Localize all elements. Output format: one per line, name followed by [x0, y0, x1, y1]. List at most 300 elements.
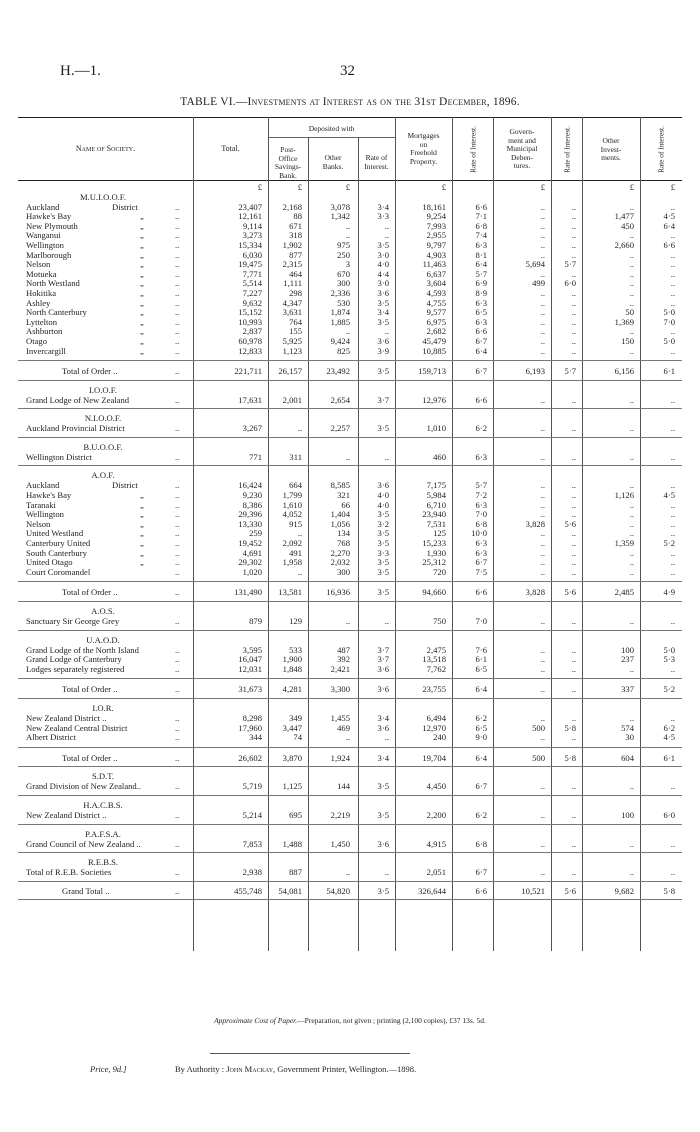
cell-value: 7·0: [475, 509, 487, 520]
cell-value: 9,254: [426, 211, 446, 222]
cell-value: 6,156: [614, 366, 634, 377]
cell-value: 533: [289, 644, 302, 655]
cell-value: 13,330: [238, 518, 262, 529]
society-name: Grand Lodge of Canterbury: [26, 654, 122, 665]
cell-value: 3·5: [377, 809, 389, 820]
order-title: A.O.S.: [91, 606, 115, 616]
cell-value: 6,637: [426, 268, 446, 279]
cell-value: ..: [629, 287, 634, 298]
cell-value: 3·5: [377, 316, 389, 327]
cell-value: 1,924: [330, 752, 350, 763]
cell-value: 1,010: [426, 423, 446, 434]
cell-value: 455,748: [234, 885, 262, 896]
cell-value: ..: [670, 201, 675, 212]
cell-value: ..: [571, 712, 576, 723]
cell-value: 2,475: [426, 644, 446, 655]
table-row: [0, 326, 700, 336]
cell-value: 298: [289, 287, 302, 298]
cell-value: ..: [571, 781, 576, 792]
cell-value: 6·7: [475, 781, 487, 792]
cell-value: 5·8: [663, 885, 675, 896]
cell-value: 6,193: [525, 366, 545, 377]
cell-value: ..: [384, 732, 389, 743]
cost-footnote: [0, 1016, 700, 1025]
cell-value: 670: [337, 268, 350, 279]
cell-value: 975: [337, 239, 350, 250]
total-row: [0, 366, 700, 376]
cell-value: 3·5: [377, 509, 389, 520]
cell-value: ..: [384, 451, 389, 462]
cell-value: ..: [571, 684, 576, 695]
leader-dots: ..: [175, 547, 180, 558]
cell-value: 4·5: [663, 490, 675, 501]
society-qualifier: „: [140, 345, 144, 356]
table-row: [0, 548, 700, 558]
cell-value: ..: [540, 211, 545, 222]
cell-value: 4·4: [377, 268, 389, 279]
cell-value: 2,270: [330, 547, 350, 558]
cell-value: ..: [571, 499, 576, 510]
cell-value: 6·3: [475, 499, 487, 510]
cell-value: 300: [337, 566, 350, 577]
society-name: Grand Lodge of the North Island: [26, 644, 139, 655]
col-total: Total.: [221, 144, 240, 153]
cell-value: 8·1: [475, 249, 487, 260]
cell-value: 825: [337, 345, 350, 356]
order-title: I.O.O.F.: [89, 384, 117, 395]
table-row: [0, 336, 700, 346]
leader-dots: ..: [175, 451, 180, 462]
society-qualifier: District: [112, 201, 138, 212]
cell-value: 17,631: [238, 394, 262, 405]
leader-dots: ..: [175, 268, 180, 279]
cell-value: ..: [670, 287, 675, 298]
col-other-banks: Other Banks.: [322, 153, 344, 171]
table-row: [0, 723, 700, 733]
cell-value: ..: [571, 616, 576, 626]
cell-value: 29,302: [238, 557, 262, 568]
society-name: Hawke's Bay: [26, 211, 72, 222]
cell-value: 3·5: [377, 781, 389, 792]
society-name: North Canterbury: [26, 307, 87, 318]
cell-value: ..: [670, 528, 675, 539]
total-label: Total of Order ..: [62, 684, 118, 695]
society-name: Taranaki: [26, 499, 56, 510]
table-row: [0, 500, 700, 510]
cell-value: 3·5: [377, 557, 389, 568]
cell-value: 2,315: [282, 259, 302, 270]
page-number: 32: [340, 63, 355, 79]
cell-value: 771: [249, 451, 262, 462]
col-deposited-with: Deposited with: [308, 124, 355, 133]
cell-value: ..: [540, 394, 545, 405]
leader-dots: ..: [175, 566, 180, 577]
society-name: Marlborough: [26, 249, 72, 260]
cell-value: ..: [571, 644, 576, 655]
table-row: [0, 557, 700, 567]
cell-value: 6·5: [475, 663, 487, 674]
cell-value: ..: [384, 867, 389, 878]
society-name: Ashburton: [26, 326, 63, 337]
society-qualifier: „: [140, 230, 144, 241]
cell-value: ..: [571, 326, 576, 337]
cell-value: 300: [337, 278, 350, 289]
society-qualifier: „: [140, 278, 144, 289]
cell-value: 12,833: [238, 345, 262, 356]
cell-value: ..: [629, 230, 634, 241]
cell-value: 129: [289, 616, 302, 626]
cell-value: ..: [540, 345, 545, 356]
cell-value: 131,490: [234, 587, 262, 598]
cell-value: ..: [540, 326, 545, 337]
col-other-investments: Other Invest- ments.: [600, 136, 622, 162]
cell-value: 26,157: [278, 366, 302, 377]
cell-value: 5,925: [282, 335, 302, 346]
group-rule: [18, 437, 682, 438]
leader-dots: ..: [175, 249, 180, 260]
cell-value: ..: [297, 528, 302, 539]
cell-value: 879: [249, 616, 262, 626]
leader-dots: ..: [175, 538, 180, 549]
currency-symbol: £: [441, 182, 446, 192]
leader-dots: ..: [175, 423, 180, 434]
cell-value: ..: [540, 684, 545, 695]
cell-value: ..: [670, 616, 675, 626]
cell-value: ..: [297, 566, 302, 577]
cell-value: ..: [629, 326, 634, 337]
leader-dots: ..: [175, 259, 180, 270]
cell-value: 23,940: [422, 509, 446, 520]
cell-value: 19,475: [238, 259, 262, 270]
cell-value: 74: [293, 732, 302, 743]
society-qualifier: „: [140, 287, 144, 298]
cell-value: 25,312: [422, 557, 446, 568]
cell-value: ..: [571, 316, 576, 327]
cell-value: 7,227: [242, 287, 262, 298]
cell-value: 2,168: [282, 201, 302, 212]
table-row: [0, 732, 700, 742]
cell-value: 6·7: [475, 557, 487, 568]
cell-value: ..: [571, 654, 576, 665]
cell-value: 6·8: [475, 838, 487, 849]
cell-value: 2,032: [330, 557, 350, 568]
cell-value: 3·6: [377, 335, 389, 346]
cell-value: 695: [289, 809, 302, 820]
cell-value: 10,993: [238, 316, 262, 327]
cell-value: 7,993: [426, 220, 446, 231]
cell-value: 4,755: [426, 297, 446, 308]
cell-value: 2,682: [426, 326, 446, 337]
leader-dots: ..: [175, 663, 180, 674]
cell-value: 7·5: [475, 566, 487, 577]
cell-value: ..: [540, 297, 545, 308]
cell-value: 3·6: [377, 287, 389, 298]
cell-value: 5·7: [475, 268, 487, 279]
order-title: B.U.O.O.F.: [83, 441, 123, 452]
cell-value: 5·0: [663, 335, 675, 346]
cell-value: 6,710: [426, 499, 446, 510]
group-rule: [18, 408, 682, 409]
cell-value: 3·5: [377, 297, 389, 308]
total-row: [0, 684, 700, 694]
cell-value: 23,407: [238, 201, 262, 212]
cell-value: 30: [625, 732, 634, 743]
cell-value: 19,452: [238, 538, 262, 549]
society-qualifier: „: [140, 316, 144, 327]
cell-value: 3,828: [525, 587, 545, 598]
cell-value: ..: [629, 663, 634, 674]
cell-value: ..: [571, 307, 576, 318]
cell-value: ..: [571, 528, 576, 539]
cell-value: 1,342: [330, 211, 350, 222]
cell-value: ..: [629, 268, 634, 279]
table-row: [0, 645, 700, 655]
cell-value: 5·7: [564, 259, 576, 270]
cell-value: 134: [337, 528, 350, 539]
table-row: [0, 346, 700, 356]
table-row: [0, 528, 700, 538]
cell-value: 6·4: [475, 684, 487, 695]
total-label: Grand Total ..: [62, 885, 110, 896]
cell-value: 16,047: [238, 654, 262, 665]
total-rule: [18, 747, 682, 748]
table-body: [0, 182, 700, 900]
society-name: South Canterbury: [26, 547, 87, 558]
cell-value: 5·0: [663, 644, 675, 655]
cell-value: 60,978: [238, 335, 262, 346]
society-name: Motueka: [26, 268, 57, 279]
cell-value: ..: [629, 423, 634, 434]
cell-value: 6·2: [475, 712, 487, 723]
cell-value: 7·0: [475, 616, 487, 626]
cell-value: 392: [337, 654, 350, 665]
leader-dots: ..: [175, 616, 180, 626]
society-qualifier: „: [140, 220, 144, 231]
cell-value: ..: [670, 663, 675, 674]
cell-value: 2,257: [330, 423, 350, 434]
cell-value: 54,820: [326, 885, 350, 896]
society-name: Total of R.E.B. Societies: [26, 867, 112, 878]
cell-value: 1,610: [282, 499, 302, 510]
cell-value: 915: [289, 518, 302, 529]
cell-value: 250: [337, 249, 350, 260]
cell-value: 4·0: [377, 499, 389, 510]
society-name: Grand Division of New Zealand..: [26, 781, 142, 792]
cell-value: 1,020: [242, 566, 262, 577]
cell-value: 15,152: [238, 307, 262, 318]
cell-value: 3,300: [330, 684, 350, 695]
cell-value: ..: [384, 326, 389, 337]
society-qualifier: „: [140, 538, 144, 549]
cell-value: ..: [540, 335, 545, 346]
society-name: United Westland: [26, 528, 84, 539]
cell-value: ..: [670, 480, 675, 491]
title-prefix: TABLE VI.—: [180, 96, 248, 108]
leader-dots: ..: [175, 287, 180, 298]
society-name: Auckland Provincial District: [26, 423, 125, 434]
cell-value: 491: [289, 547, 302, 558]
leader-dots: ..: [175, 752, 180, 763]
cell-value: 1,488: [282, 838, 302, 849]
cell-value: 3·2: [377, 518, 389, 529]
cell-value: 3·5: [377, 566, 389, 577]
cell-value: 3,870: [282, 752, 302, 763]
cell-value: ..: [670, 326, 675, 337]
cell-value: 15,334: [238, 239, 262, 250]
society-qualifier: „: [140, 518, 144, 529]
col-post-office: Post- Office Savings- Bank.: [274, 145, 302, 180]
table-row: [0, 259, 700, 269]
leader-dots: ..: [175, 684, 180, 695]
cell-value: ..: [670, 423, 675, 434]
society-qualifier: „: [140, 557, 144, 568]
cell-value: 3,078: [330, 201, 350, 212]
col-rate-debentures: Rate of Interest.: [562, 126, 572, 173]
cell-value: 664: [289, 480, 302, 491]
cell-value: 29,396: [238, 509, 262, 520]
cell-value: 7·4: [475, 230, 487, 241]
society-name: Lodges separately registered: [26, 663, 125, 674]
cell-value: 5·6: [564, 587, 576, 598]
cell-value: 460: [433, 451, 446, 462]
cell-value: ..: [345, 451, 350, 462]
cell-value: ..: [670, 345, 675, 356]
cell-value: ..: [540, 644, 545, 655]
cell-value: ..: [629, 259, 634, 270]
society-name: New Zealand Central District: [26, 722, 128, 733]
leader-dots: ..: [175, 239, 180, 250]
cell-value: 16,936: [326, 587, 350, 598]
cell-value: 2,051: [426, 867, 446, 878]
cell-value: 9,577: [426, 307, 446, 318]
table-row: [0, 452, 700, 462]
table-row: [0, 616, 700, 626]
cell-value: 6·3: [475, 451, 487, 462]
cell-value: 6·3: [475, 538, 487, 549]
society-qualifier: District: [112, 480, 138, 491]
society-qualifier: „: [140, 528, 144, 539]
cell-value: ..: [670, 249, 675, 260]
cell-value: 5·7: [475, 480, 487, 491]
cell-value: 1,848: [282, 663, 302, 674]
society-name: North Westland: [26, 278, 80, 289]
society-qualifier: „: [140, 259, 144, 270]
cell-value: 3,604: [426, 278, 446, 289]
cell-value: 7,175: [426, 480, 446, 491]
society-qualifier: „: [140, 297, 144, 308]
cell-value: 3·5: [377, 587, 389, 598]
cell-value: 13,518: [422, 654, 446, 665]
cell-value: 7,853: [242, 838, 262, 849]
cell-value: 2,421: [330, 663, 350, 674]
total-label: Total of Order ..: [62, 752, 118, 763]
cell-value: 3,595: [242, 644, 262, 655]
header-reference: H.—1.: [60, 63, 101, 79]
cell-value: ..: [629, 451, 634, 462]
cell-value: 5·0: [663, 307, 675, 318]
cell-value: ..: [629, 528, 634, 539]
cell-value: 6·7: [475, 335, 487, 346]
cell-value: 6·6: [475, 201, 487, 212]
cell-value: 5·2: [663, 684, 675, 695]
table-row: [0, 288, 700, 298]
table-row: [0, 567, 700, 577]
cell-value: 2,485: [614, 587, 634, 598]
order-title: U.A.O.D.: [86, 634, 120, 645]
cell-value: 3,828: [525, 518, 545, 529]
cell-value: ..: [540, 287, 545, 298]
table-row: [0, 423, 700, 433]
society-name: Hawke's Bay: [26, 490, 72, 501]
leader-dots: ..: [175, 230, 180, 241]
table-row: [0, 519, 700, 529]
cell-value: 1,126: [614, 490, 634, 501]
cell-value: ..: [629, 509, 634, 520]
society-name: Sanctuary Sir George Grey: [26, 616, 120, 626]
cell-value: 764: [289, 316, 302, 327]
cell-value: 1,369: [614, 316, 634, 327]
cell-value: 2,837: [242, 326, 262, 337]
cell-value: ..: [540, 423, 545, 434]
table-row: [0, 810, 700, 820]
cell-value: 1,958: [282, 557, 302, 568]
cell-value: 13,581: [278, 587, 302, 598]
group-rule: [18, 601, 682, 602]
cell-value: ..: [540, 230, 545, 241]
cell-value: 318: [289, 230, 302, 241]
cell-value: 3·7: [377, 394, 389, 405]
cell-value: 23,755: [422, 684, 446, 695]
cell-value: 6·2: [475, 809, 487, 820]
leader-dots: ..: [175, 528, 180, 539]
cell-value: 4,593: [426, 287, 446, 298]
group-rule: [18, 380, 682, 381]
cell-value: 3·4: [377, 752, 389, 763]
cell-value: ..: [571, 451, 576, 462]
cell-value: ..: [629, 518, 634, 529]
cell-value: 12,970: [422, 722, 446, 733]
cell-value: 100: [621, 644, 634, 655]
order-title: A.O.F.: [91, 470, 115, 481]
col-rate-deposits: Rate of Interest.: [364, 153, 389, 171]
cell-value: 530: [337, 297, 350, 308]
society-qualifier: „: [140, 268, 144, 279]
cell-value: ..: [571, 663, 576, 674]
cell-value: ..: [629, 616, 634, 626]
cell-value: 4·9: [663, 587, 675, 598]
cell-value: ..: [540, 220, 545, 231]
cell-value: 88: [293, 211, 302, 222]
leader-dots: ..: [175, 366, 180, 377]
cell-value: ..: [629, 394, 634, 405]
cell-value: ..: [670, 394, 675, 405]
table-row: [0, 781, 700, 791]
leader-dots: ..: [175, 781, 180, 792]
cell-value: 750: [433, 616, 446, 626]
cell-value: 6·3: [475, 297, 487, 308]
total-label: Total of Order ..: [62, 366, 118, 377]
table-row: [0, 654, 700, 664]
cell-value: ..: [670, 557, 675, 568]
cell-value: ..: [629, 557, 634, 568]
cell-value: ..: [629, 480, 634, 491]
cell-value: ..: [540, 781, 545, 792]
currency-symbol: £: [345, 182, 350, 192]
cell-value: 221,711: [234, 366, 262, 377]
cell-value: 6,975: [426, 316, 446, 327]
cell-value: 877: [289, 249, 302, 260]
cell-value: 1,900: [282, 654, 302, 665]
